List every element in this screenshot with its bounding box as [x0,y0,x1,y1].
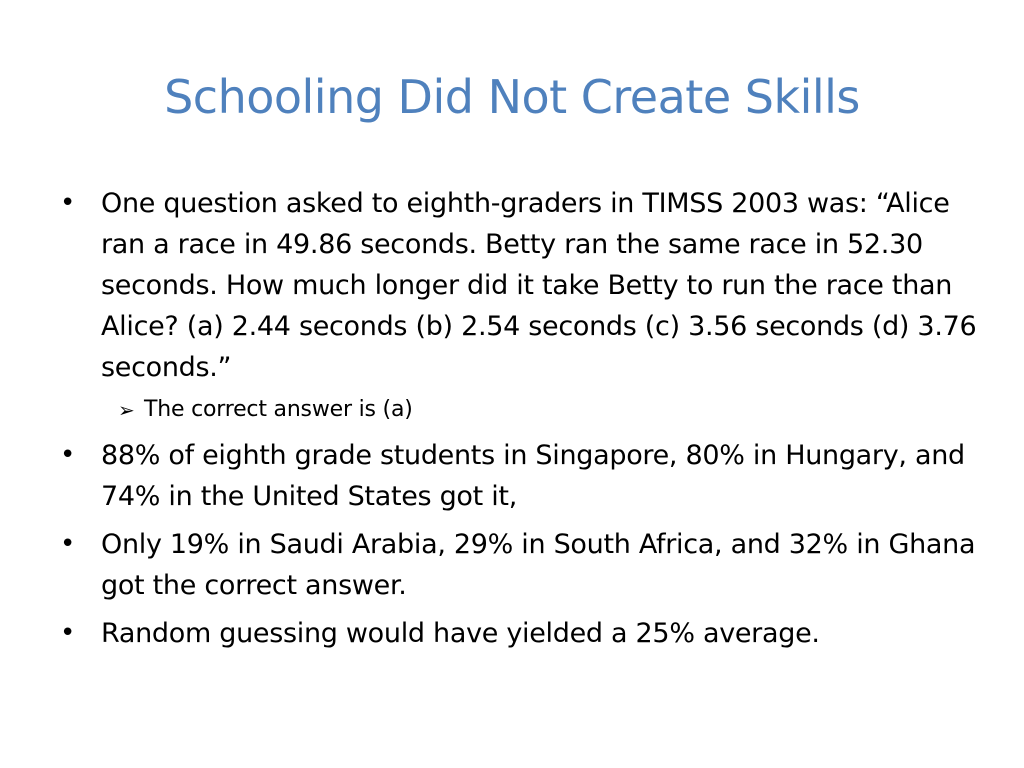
bullet-text: Random guessing would have yielded a 25% average. [101,618,820,649]
sub-bullet-text: The correct answer is (a) [144,397,413,422]
bullet-icon: • [60,618,76,648]
bullet-item [58,183,978,388]
bullet-icon: • [60,188,76,218]
bullet-text: Only 19% in Saudi Arabia, 29% in South Africa, and 32% in Ghana got the correct answer. [101,529,976,601]
slide-title: Schooling Did Not Create Skills [164,70,860,124]
slide-content [58,183,978,661]
bullet-icon: • [60,440,76,470]
bullet-icon: • [60,529,76,559]
bullet-text: One question asked to eighth-graders in TIMSS 2003 was: “Alice ran a race in 49.86 seconds. Betty ran the same race in 52.30 seconds. How much longer did it take Betty to run the race than Alice? (a) 2.44 seconds (b) 2.54 seconds (c) 3.56 seconds (d) 3.76 seconds.” [101,188,977,383]
sub-bullet-item [58,393,978,427]
bullet-item [58,435,978,517]
bullet-text: 88% of eighth grade students in Singapore, 80% in Hungary, and 74% in the United States got it, [101,440,965,512]
bullet-item [58,613,978,654]
bullet-item [58,524,978,606]
arrow-right-icon: ➢ [118,398,135,422]
